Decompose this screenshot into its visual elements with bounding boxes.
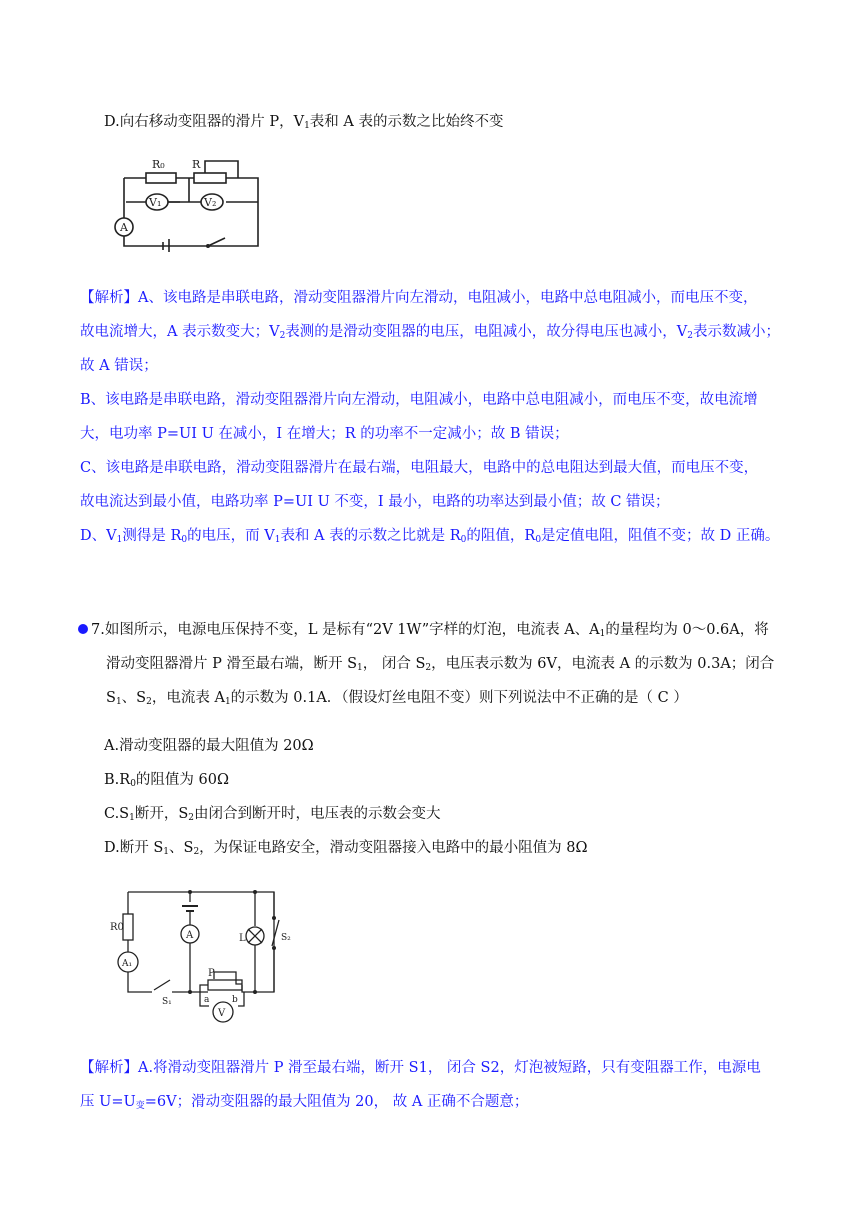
analysis6-line1: 【解析】A、该电路是串联电路，滑动变阻器滑片向左滑动，电阻减小，电路中总电阻减小，而电压不变， <box>80 290 758 306</box>
l-label: L <box>239 933 246 944</box>
q7-option-b: $B.R_0$的阻值为 60Ω <box>104 772 230 789</box>
circuit-diagram-2 <box>104 884 304 1024</box>
q7-line3: $S_1$、$S_2$，电流表 $A_1$的示数为 0.1A．（假设灯丝电阻不变）则下列说法中不正确的是（ C ） <box>106 690 688 707</box>
analysis6-line3: 故 A 错误； <box>80 358 158 374</box>
analysis6-line4: B、该电路是串联电路，滑动变阻器滑片向左滑动，电阻减小，电路中总电阻减小，而电压不变，故电流增 <box>80 392 758 408</box>
analysis6-line6: C、该电路是串联电路，滑动变阻器滑片在最右端，电阻最大，电路中的总电阻达到最大值，而电压不变， <box>80 460 759 476</box>
analysis6-line7: 故电流达到最小值，电路功率 P=UI U 不变，I 最小，电路的功率达到最小值；故 C 错误； <box>80 494 670 510</box>
analysis7-line1: 【解析】A.将滑动变阻器滑片 P 滑至最右端，断开 S1， 闭合 S2，灯泡被短路，只有变阻器工作，电源电 <box>80 1060 761 1076</box>
circuit-diagram-1 <box>108 152 268 252</box>
a1-label: A₁ <box>122 959 133 969</box>
q7-line2: 滑动变阻器滑片 P 滑至最右端，断开 $S_1$， 闭合 $S_2$，电压表示数为 6V，电流表 A 的示数为 0.3A；闭合 <box>106 656 775 673</box>
s1-label: S₁ <box>162 997 172 1007</box>
q7-option-a: A.滑动变阻器的最大阻值为 20Ω <box>104 738 314 754</box>
q6-option-d: D.向右移动变阻器的滑片 P，$V_1$表和 A 表的示数之比始终不变 <box>104 114 504 131</box>
a-end-label: a <box>204 995 210 1005</box>
a-label-2: A <box>186 930 194 941</box>
v1-label: V₁ <box>149 196 162 209</box>
a-label: A <box>120 221 128 234</box>
s2-label: S₂ <box>281 933 291 943</box>
analysis6-line8: D、$V_1$测得是 $R_0$的电压，而 $V_1$表和 A 表的示数之比就是 $R_0$的阻值，$R_0$是定值电阻，阻值不变；故 D 正确。 <box>80 528 780 545</box>
analysis6-line5: 大，电功率 P=UI U 在减小，I 在增大；R 的功率不一定减小；故 B 错误； <box>80 426 569 442</box>
q7-line1: 7.如图所示，电源电压保持不变，L 是标有“2V 1W”字样的灯泡，电流表 A、$A_1$的量程均为 0～0.6A，将 <box>78 620 769 644</box>
p-label: P <box>208 968 215 979</box>
q7-option-d: D.断开 $S_1$、$S_2$，为保证电路安全，滑动变阻器接入电路中的最小阻值为 8Ω <box>104 840 588 857</box>
analysis7-line2: 压 $U=U_变=6V$；滑动变阻器的最大阻值为 20， 故 A 正确不合题意； <box>80 1094 529 1111</box>
v2-label: V₂ <box>204 196 217 209</box>
r-label: R <box>192 158 201 171</box>
r0-label: R₀ <box>152 158 165 171</box>
r0-label-2: R0 <box>110 922 124 933</box>
q7-option-c: $C.S_1$断开，$S_2$由闭合到断开时，电压表的示数会变大 <box>104 806 441 823</box>
analysis6-line2: 故电流增大，A 表示数变大；$V_2$表测的是滑动变阻器的电压，电阻减小，故分得电压也减小，$V_2$表示数减小； <box>80 324 781 341</box>
b-end-label: b <box>232 995 238 1005</box>
bullet-icon <box>78 624 88 634</box>
v-label: V <box>218 1008 226 1019</box>
